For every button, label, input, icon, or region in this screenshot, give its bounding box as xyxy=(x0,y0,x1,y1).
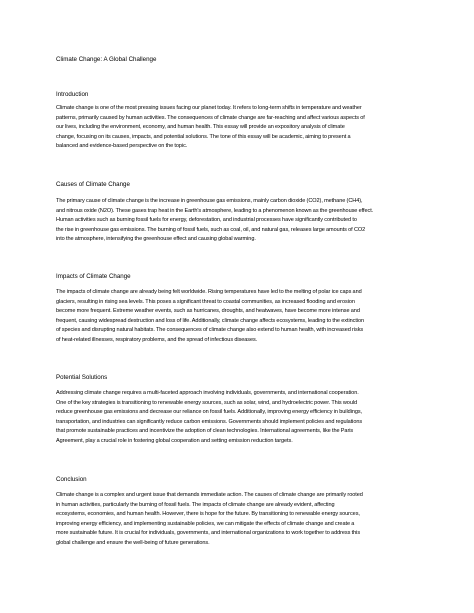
text-line: The primary cause of climate change is the increase in greenhouse gas emissions, mainly carbon dioxide (CO2), methane (CH4), xyxy=(56,198,363,204)
text-line: and nitrous oxide (N2O). These gases trap heat in the Earth's atmosphere, leading to a phenomenon known as the greenhouse effect. xyxy=(56,207,374,214)
text-line: more sustainable future. It is crucial for individuals, governments, and international organizations to work together to address this xyxy=(56,530,361,537)
section-heading-causes: Causes of Climate Change xyxy=(56,181,130,188)
text-line: glaciers, resulting in rising sea levels. This poses a significant threat to coastal communities, as increased flooding and erosion xyxy=(56,298,355,305)
text-line: of species and disrupting natural habitats. The consequences of climate change also extend to human health, with increased risks xyxy=(56,327,364,334)
text-line: balanced and evidence-based perspective on the topic. xyxy=(56,143,188,150)
text-line: The impacts of climate change are already being felt worldwide. Rising temperatures have led to the melting of polar ice caps and xyxy=(56,289,362,295)
text-line: Human activities such as burning fossil fuels for energy, deforestation, and industrial processes have significantly contributed to xyxy=(56,217,357,224)
text-line: Climate change is a complex and urgent issue that demands immediate action. The causes of climate change are primarily rooted xyxy=(56,492,363,498)
section-body-causes xyxy=(56,197,420,245)
section-body-impacts xyxy=(56,288,420,346)
text-line: that promote sustainable practices and incentivize the adoption of clean technologies. International agreements, like the Paris xyxy=(56,428,354,435)
text-line: our lives, including the environment, economy, and human health. This essay will provide an expository analysis of climate xyxy=(56,124,345,131)
text-line: in human activities, particularly the burning of fossil fuels. The impacts of climate change are already evident, affecting xyxy=(56,501,335,508)
text-line: the rise in greenhouse gas emissions. The burning of fossil fuels, such as coal, oil, and natural gas, releases large amounts of CO2 xyxy=(56,226,366,233)
section-body-conclusion xyxy=(56,491,420,549)
section-heading-impacts: Impacts of Climate Change xyxy=(56,273,131,280)
text-line: into the atmosphere, intensifying the greenhouse effect and causing global warming. xyxy=(56,236,256,243)
text-line: frequent, causing widespread destruction and loss of life. Additionally, climate change affects ecosystems, leading to the extinction xyxy=(56,317,365,324)
text-line: Climate change is one of the most pressing issues facing our planet today. It refers to long-term shifts in temperature and weather xyxy=(56,105,362,111)
section-heading-solutions: Potential Solutions xyxy=(56,374,108,381)
section-heading-introduction: Introduction xyxy=(56,91,89,98)
text-line: improving energy efficiency, and implementing sustainable policies, we can mitigate the effects of climate change and create a xyxy=(56,520,355,527)
text-line: of heat-related illnesses, respiratory problems, and the spread of infectious diseases. xyxy=(56,336,258,343)
text-line: Addressing climate change requires a multi-faceted approach involving individuals, governments, and international cooperation. xyxy=(56,390,359,396)
section-body-introduction xyxy=(56,104,420,152)
section-body-solutions xyxy=(56,389,420,447)
text-line: become more frequent. Extreme weather events, such as hurricanes, droughts, and heatwaves, have become more intense and xyxy=(56,308,360,315)
text-line: global challenge and ensure the well-being of future generations. xyxy=(56,539,210,546)
text-line: ecosystems, economies, and human health. However, there is hope for the future. By transitioning to renewable energy sources, xyxy=(56,511,360,518)
text-line: reduce greenhouse gas emissions and decrease our reliance on fossil fuels. Additionally, improving energy efficiency in buildings, xyxy=(56,409,363,416)
section-heading-conclusion: Conclusion xyxy=(56,476,87,483)
text-line: transportation, and industries can significantly reduce carbon emissions. Governments should implement policies and regulations xyxy=(56,418,363,425)
text-line: patterns, primarily caused by human activities. The consequences of climate change are far-reaching and affect various aspects of xyxy=(56,114,365,121)
text-line: Agreement, play a crucial role in fostering global cooperation and setting emission reduction targets. xyxy=(56,437,293,444)
text-line: One of the key strategies is transitioning to renewable energy sources, such as solar, wind, and hydroelectric power. This would xyxy=(56,399,358,406)
text-line: change, focusing on its causes, impacts, and potential solutions. The tone of this essay will be academic, aiming to present a xyxy=(56,133,351,140)
document-title: Climate Change: A Global Challenge xyxy=(56,56,157,63)
